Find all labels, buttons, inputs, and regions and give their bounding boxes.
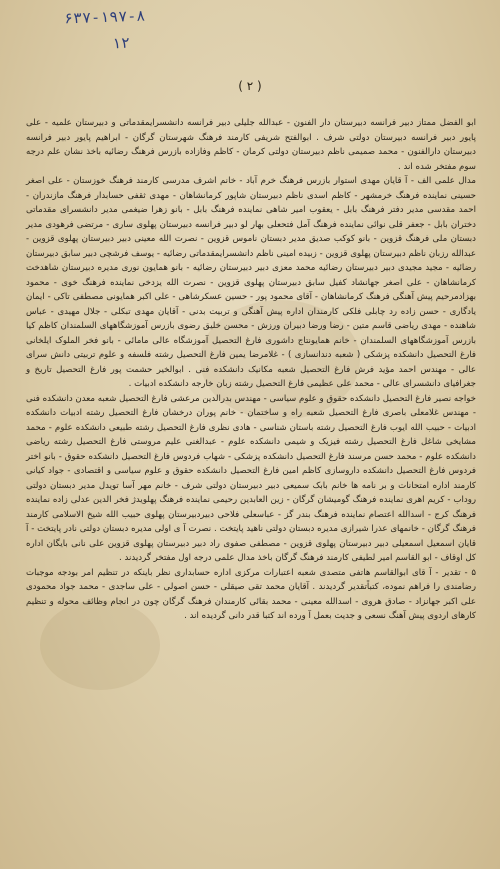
paragraph: خواجه نصیر فارغ التحصیل دانشکده حقوق و علوم سیاسی - مهندس بدرالدین مرعشی فارغ التحصیل شعبه معدن دانشکده فنی - مهندس غلامعلی باصری فارغ التحصیل شعبه راه و ساختمان - خانم پوران درخشان فارغ التحصیل رشته ادبیات دانشکده ادبیات - حبیب الله ایوب فارغ التحصیل رشته باستان شناسی - هادی نظری فارغ التحصیل رشته طبیعی دانشکده علوم - محمد مشایخی شاغل فارغ التحصیل رشته فیزیک و شیمی دانشکده علوم - عبدالغنی علیم مروستی فارغ التحصیل رشته ریاضی دانشکده علوم - محمد حسن مرسند فارغ التحصیل دانشکده پزشکی - شهاب فردوس فارغ التحصیل دانشکده حقوق - بانو اختر فردوس فارغ التحصیل دانشکده داروسازی کاظم امین فارغ التحصیل دانشکده حقوق و علوم سیاسی و اقتصادی - جواد کیانی کارمند اداره امتحانات و بر نامه ها خانم بابک سمیعی دبیر دبیرستان دولتی شرف - خانم مهر آسا تویدل مدیر دبستان دولتی روداب - کریم اهری نماینده فرهنگ گومیشان گرگان - زین العابدین رحیمی نماینده فرهنگ پهلویدژ فخر الدین عدلی زاده نماینده فرهنگ کرج - اسدالله اعتصام نماینده فرهنگ بندر گز - عباسعلی فلاحی دبیردبیرستان پهلوی حبیب الله شیخ الاسلامی کارمند فرهنگ گرگان - خانمهای عذرا شیرازی مدیره دبستان دولتی ناهید پایتخت . نصرت آ ی اولی مدیره دبستان دولتی نادر پایتخت - آ قایان اسمعیل اسمعیلی دبیر دبیرستان پهلوی قزوین - مصطفی صفوی راد دبیر دبیرستان پهلوی قزوین علی نانی بایگان اداره کل اوقاف - ابو القاسم امیر لطیفی کارمند فرهنگ گرگان باخذ مدال علمی درجه اول مفتخر گردیدند . <box>26 393 476 563</box>
page-number: ( ۲ ) <box>238 79 262 93</box>
reference-number: ۶۳۷-۱۹۷-۸ <box>63 6 146 28</box>
paragraph: ابو الفضل ممتاز دبیر فرانسه دبیرستان دار الفنون - عبدالله جلیلی دبیر فرانسه دانشسرایمقدماتی و دبیرستان علمیه - علی پایور دبیر فرانسه دبیرستان دولتی شرف . ابوالفتح شریفی کارمند فرهنگ شهرستان گرگان - ابراهیم پایور دبیر فرانسه دبیرستان دارالفنون - محمد صمیمی ناظم دبیرستان دولتی کرمان - کاظم وفازاده بازرس فرهنگ رضائیه باخذ نشان علم درجه سوم مفتخر شده اند . <box>26 118 476 172</box>
document-body <box>26 116 476 624</box>
reference-sub-number: ۱۲ <box>111 33 131 53</box>
paragraph: ۵ - تقدیر - آ قای ابوالقاسم هاتفی متصدی شعبه اعتبارات مرکزی اداره حسابداری نظر باینکه در تنظیم امر بودجه موجبات رضامندی را فراهم نموده، کتباًتقدیر گردیدند . آقایان محمد تقی صیقلی - حسن اصولی - علی ساجدی - محمد جواد محمودی علی اکبر جهانزاد - صادق هروی - اسدالله معینی - محمد بقائی کارمندان فرهنگ گرگان چون در انجام وظائف محوله و تنظیم کارهای اردوی پیش آهنگ نسعی و جدیت بعمل آ ورده اند کتبا قدر دانی گردیده اند . <box>26 567 476 621</box>
paragraph: مدال علمی الف - آ قایان مهدی استوار بازرس فرهنگ خرم آباد - خانم اشرف مدرسی کارمند فرهنگ خوزستان - علی اصغر حسینی نماینده فرهنگ خرمشهر - کاظم اسدی ناظم دبیرستان شاپور کرمانشاهان - مهدی ثقفی حسابدار فرهنگ مازندران - احمد مقدسی مدیر دفتر فرهنگ بابل - یعقوب امیر شاهی نماینده فرهنگ بابل - بانو زهرا ضیغمی مدیر دانشسرای مقدماتی دختران بابل - جعفر قلی نوائی نماینده فرهنگ آمل فتحعلی بهار لو دبیر فرانسه دبیرستان پهلوی ساری - مرتضی فرهودی مدیر دبستان ملی فرهنگ قزوین - بانو کوکب صدیق مدیر دبستان ناموس قزوین - نصرت الله معینی دبیر دبیرستان پهلوی قزوین - عبدالله رزبان ناظم دبیرستان پهلوی قزوین - زبیده امینی ناظم دانشسرایمقدماتی رضائیه - یوسف فرشچی دبیر سابق دبیرستان رضائیه - مجید مجیدی دبیر دبیرستان رضائیه محمد معزی دبیر دبیرستان رضائیه - بانو همایون نوری مدیره دبیرستان شاهدخت کرمانشاهان - علی اصغر جهانشاد کفیل سابق دبیرستان پهلوی قزوین - نصرت الله یزدخی نماینده فرهنگ خوی - محمود بهزادمرحیم پیش آهنگی فرهنگ کرمانشاهان - آقای محمود پور - حسین عسکرشاهی - علی اکبر همایونی مصطفی تاکی - ایمان یادگاری - حسن زاده رد چابلی فلکی کارمندان اداره پیش آهنگی و تربیت بدنی - آقایان مهدی تبکلی - جلال مهیدی - عباس شاهنده - مهدی ریاضی قاسم متین - رضا ورضا دبیران ورزش - محسن خلیق رضوی بازرس آموزشگاههای السلمندان کاظم کیا بازرس آموزشگاههای السلمندان - خانم همایونتاج داشوری فارغ التحصیل آموزشگاه عالی مامائی - بانو فخر الملوک ایلخانی فارغ التحصیل دانشکده پزشکی ( شعبه دندانسازی ) - غلامرضا یمین فارغ التحصیل رشته فلسفه و علوم تربیتی دانش سرای عالی - مهندس احمد مؤید فرش فارغ التحصیل شعبه مکانیک دانشکده فنی . ابوالخیر حشمت پور فارغ التحصیل تاریخ و جغرافیای دانشسرای عالی - محمد علی عظیمی فارغ التحصیل رشته زبان خارجه دانشکده ادبیات . <box>26 176 476 389</box>
